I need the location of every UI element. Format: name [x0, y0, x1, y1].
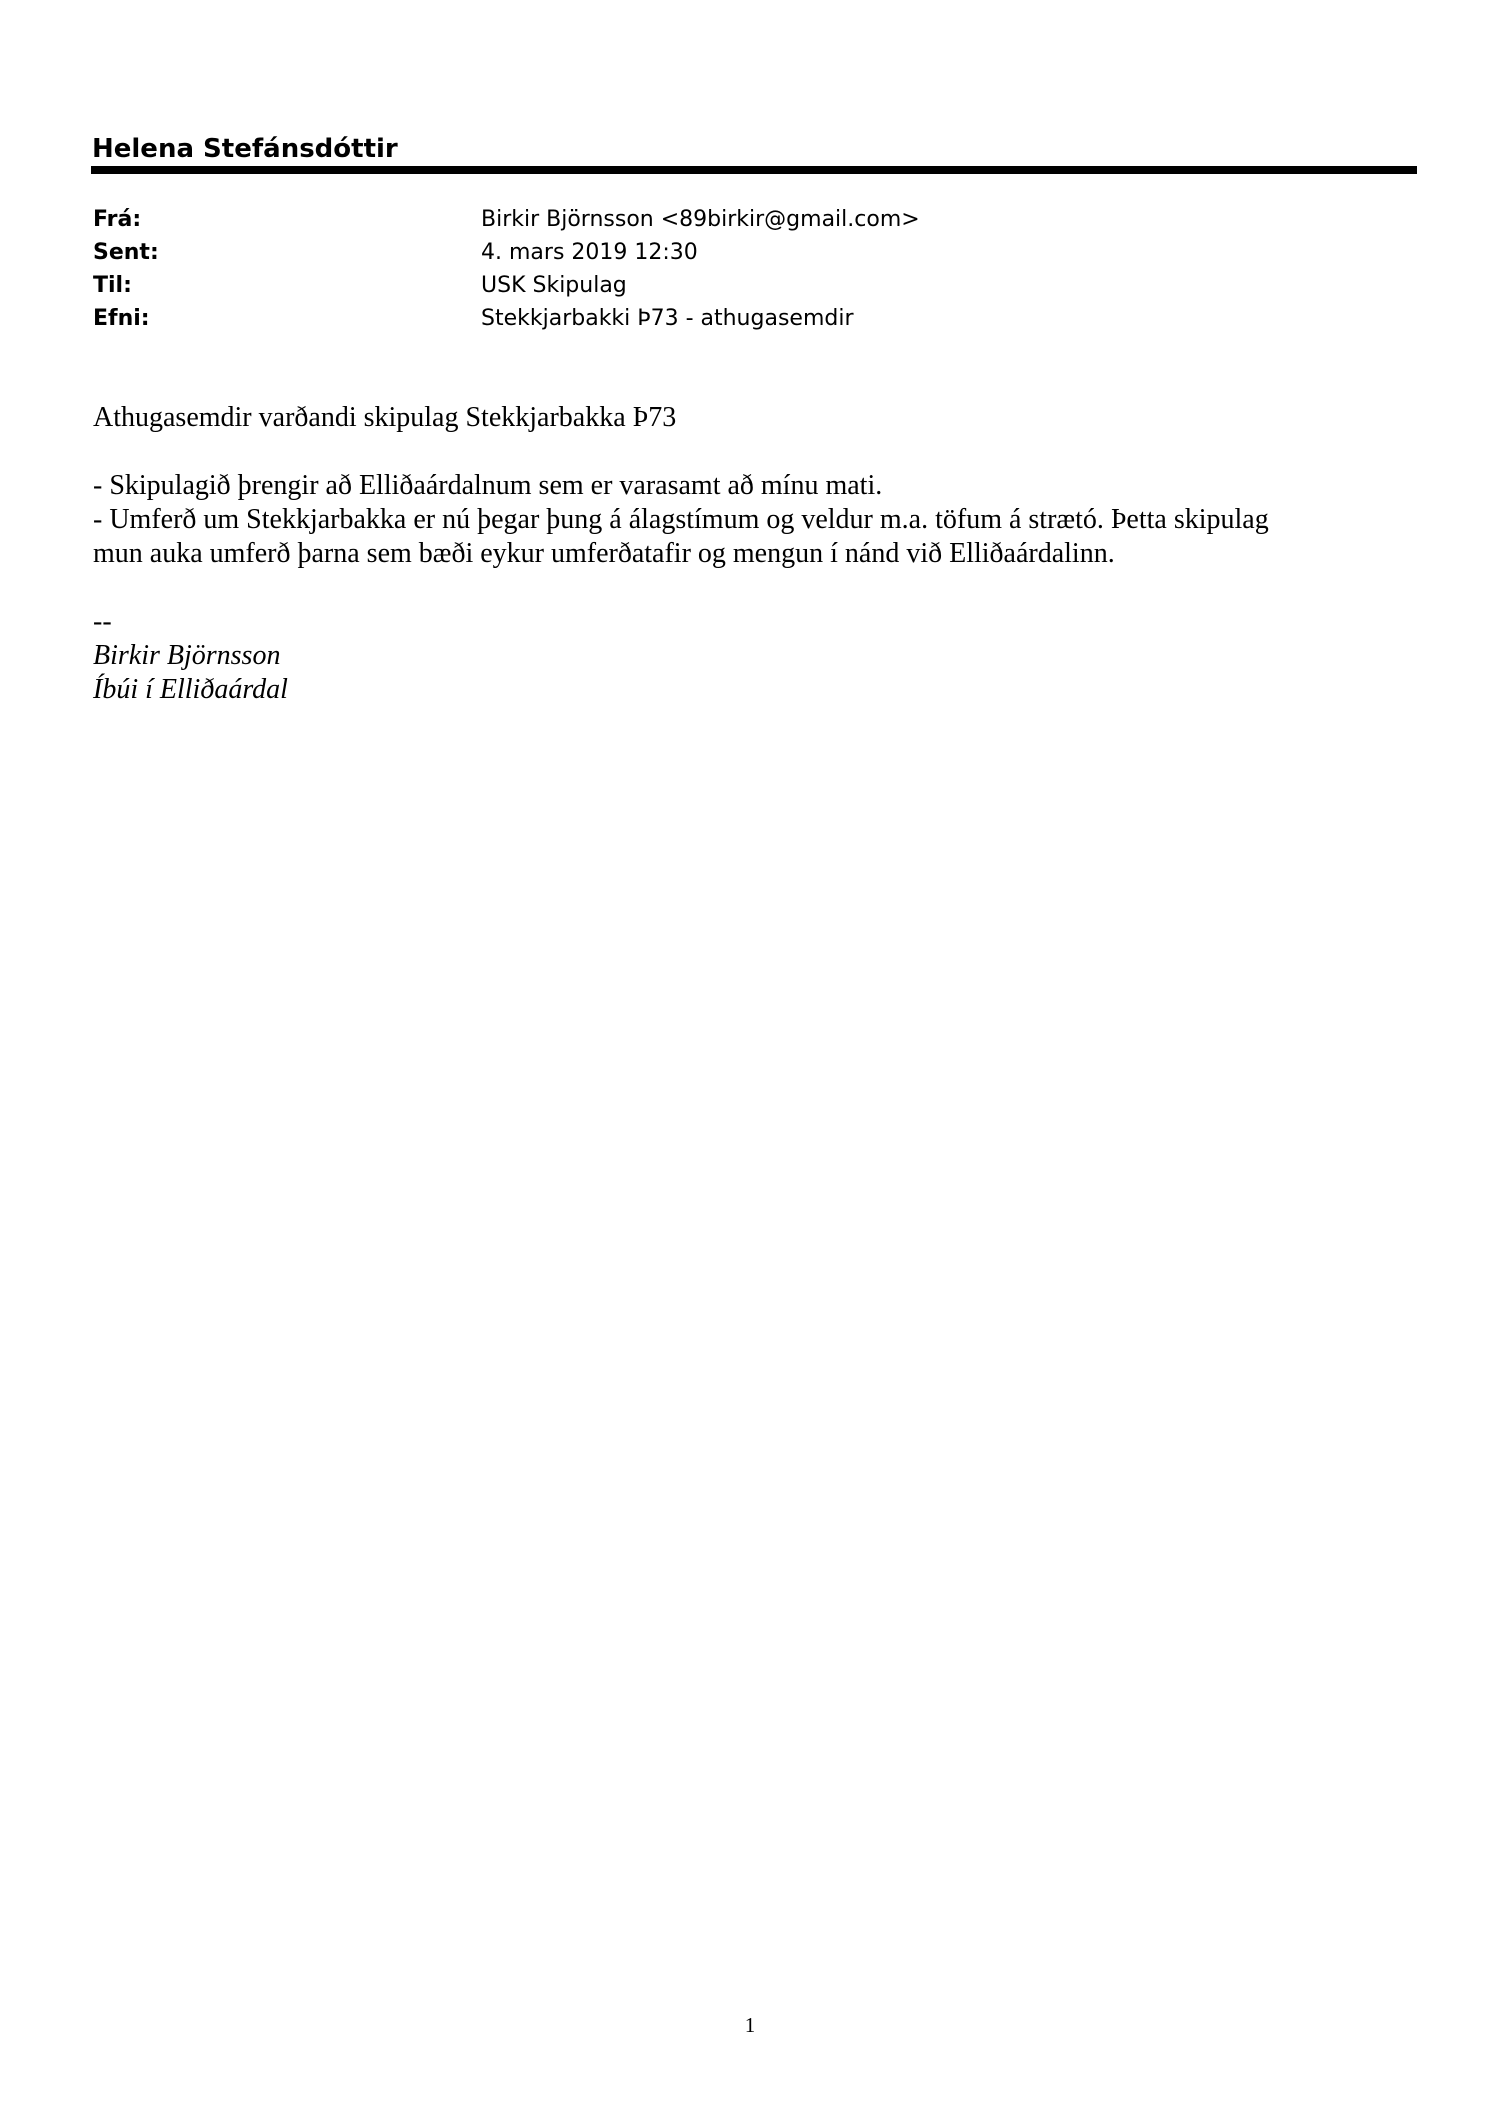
subject-label: Efni:: [93, 306, 150, 331]
subject-value: Stekkjarbakki Þ73 - athugasemdir: [481, 306, 854, 331]
to-label: Til:: [93, 273, 132, 298]
page-number: 1: [744, 2013, 756, 2037]
body-point-1: - Skipulagið þrengir að Elliðaárdalnum sem er varasamt að mínu mati.: [93, 470, 883, 501]
from-label: Frá:: [93, 207, 142, 232]
signature-name: Birkir Björnsson: [93, 640, 281, 671]
body-intro: Athugasemdir varðandi skipulag Stekkjarbakka Þ73: [93, 402, 677, 433]
sent-label: Sent:: [93, 240, 159, 265]
signature-separator: --: [93, 606, 112, 637]
sent-value: 4. mars 2019 12:30: [481, 240, 698, 265]
body-point-2: - Umferð um Stekkjarbakka er nú þegar þung á álagstímum og veldur m.a. töfum á strætó. Þetta skipulag: [93, 504, 1269, 535]
page-title: Helena Stefánsdóttir: [92, 134, 398, 164]
paragraph-gap: [93, 435, 1413, 469]
email-body: [93, 401, 1413, 707]
title-divider: [91, 166, 1417, 174]
to-value: USK Skipulag: [481, 273, 627, 298]
body-point-2-continued: mun auka umferð þarna sem bæði eykur umferðatafir og mengun í nánd við Elliðaárdalinn.: [93, 538, 1115, 569]
signature-role: Íbúi í Elliðaárdal: [93, 674, 288, 705]
from-value: Birkir Björnsson <89birkir@gmail.com>: [481, 207, 920, 232]
paragraph-gap: [93, 571, 1413, 605]
